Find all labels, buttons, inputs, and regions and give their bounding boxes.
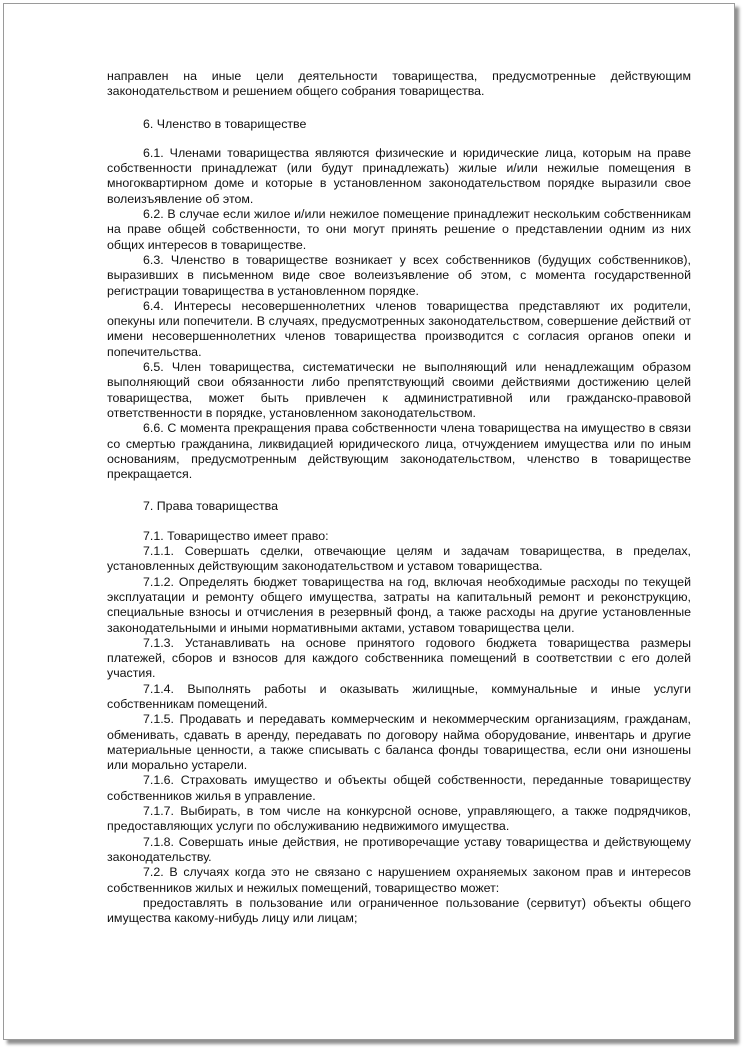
- clause-6-3: 6.3. Членство в товариществе возникает у всех собственников (будущих собственников), выразивших в письменном виде свое волеизъявление об этом, с момента государственной регистрации товарищества в установленном порядке.: [107, 252, 691, 298]
- document-page: [3, 3, 735, 1040]
- clause-7-1-4: 7.1.4. Выполнять работы и оказывать жилищные, коммунальные и иные услуги собственникам помещений.: [107, 681, 691, 711]
- section-7-heading: 7. Права товарищества: [143, 499, 278, 514]
- section-6-heading: 6. Членство в товариществе: [143, 116, 307, 131]
- clause-7-2-item-1: предоставлять в пользование или ограниченное пользование (сервитут) объекты общего имущества какому-нибудь лицу или лицам;: [107, 895, 691, 926]
- clause-7-1-5: 7.1.5. Продавать и передавать коммерческим и некоммерческим организациям, гражданам, обменивать, сдавать в аренду, передавать по договору найма оборудование, инвентарь и другие материальные ценности, а также списывать с баланса фонды товарищества, если они изношены или морально устарели.: [107, 712, 691, 773]
- clause-7-1-7: 7.1.7. Выбирать, в том числе на конкурсной основе, управляющего, а также подрядчиков, предоставляющих услуги по обслуживанию недвижимого имущества.: [107, 804, 691, 834]
- clause-6-6: 6.6. С момента прекращения права собственности члена товарищества на имущество в связи со смертью гражданина, ликвидацией юридического лица, отчуждением имущества или по иным основаниям, предусмотренным действующим законодательством, членство в товариществе прекращается.: [107, 421, 691, 482]
- clause-7-1-2: 7.1.2. Определять бюджет товарищества на год, включая необходимые расходы по текущей эксплуатации и ремонту общего имущества, затраты на капитальный ремонт и реконструкцию, специальные взносы и отчисления в резервный фонд, а также расходы на другие установленные законодательными и иными нормативными актами, уставом товарищества цели.: [107, 574, 691, 635]
- clause-7-1-6: 7.1.6. Страховать имущество и объекты общей собственности, переданные товариществу собственников жилья в управление.: [107, 773, 691, 803]
- clause-7-1-8: 7.1.8. Совершать иные действия, не противоречащие уставу товарищества и действующему законодательству.: [107, 834, 691, 864]
- clause-6-5: 6.5. Член товарищества, систематически не выполняющий или ненадлежащим образом выполняющий свои обязанности либо препятствующий своими действиями достижению целей товарищества, может быть привлечен к административной или гражданско-правовой ответственности в порядке, установленном законодательством.: [107, 360, 691, 420]
- clause-7-1-3: 7.1.3. Устанавливать на основе принятого годового бюджета товарищества размеры платежей, сборов и взносов для каждого собственника помещений в соответствии с его долей участия.: [107, 635, 691, 681]
- clause-6-2: 6.2. В случае если жилое и/или нежилое помещение принадлежит нескольким собственникам на праве общей собственности, то они могут принять решение о представлении одним из них общих интересов в товариществе.: [107, 207, 691, 252]
- clause-6-1: 6.1. Членами товарищества являются физические и юридические лица, которым на праве собственности принадлежат (или будут принадлежать) жилые и/или нежилые помещения в многоквартирном доме и которые в установленном законодательством порядке выразили свое волеизъявление об этом.: [107, 145, 691, 206]
- lead-paragraph: направлен на иные цели деятельности товарищества, предусмотренные действующим законодательством и решением общего собрания товарищества.: [107, 69, 691, 99]
- document-body: [107, 69, 691, 926]
- clause-7-2: 7.2. В случаях когда это не связано с нарушением охраняемых законом прав и интересов собственников жилых и нежилых помещений, товарищество может:: [107, 865, 691, 895]
- clause-6-4: 6.4. Интересы несовершеннолетних членов товарищества представляют их родители, опекуны или попечители. В случаях, предусмотренных законодательством, совершение действий от имени несовершеннолетних членов товарищества производится с согласия органов опеки и попечительства.: [107, 298, 691, 359]
- clause-7-1: 7.1. Товарищество имеет право:: [143, 528, 329, 543]
- clause-7-1-1: 7.1.1. Совершать сделки, отвечающие целям и задачам товарищества, в пределах, установленных действующим законодательством и уставом товарищества.: [107, 544, 691, 574]
